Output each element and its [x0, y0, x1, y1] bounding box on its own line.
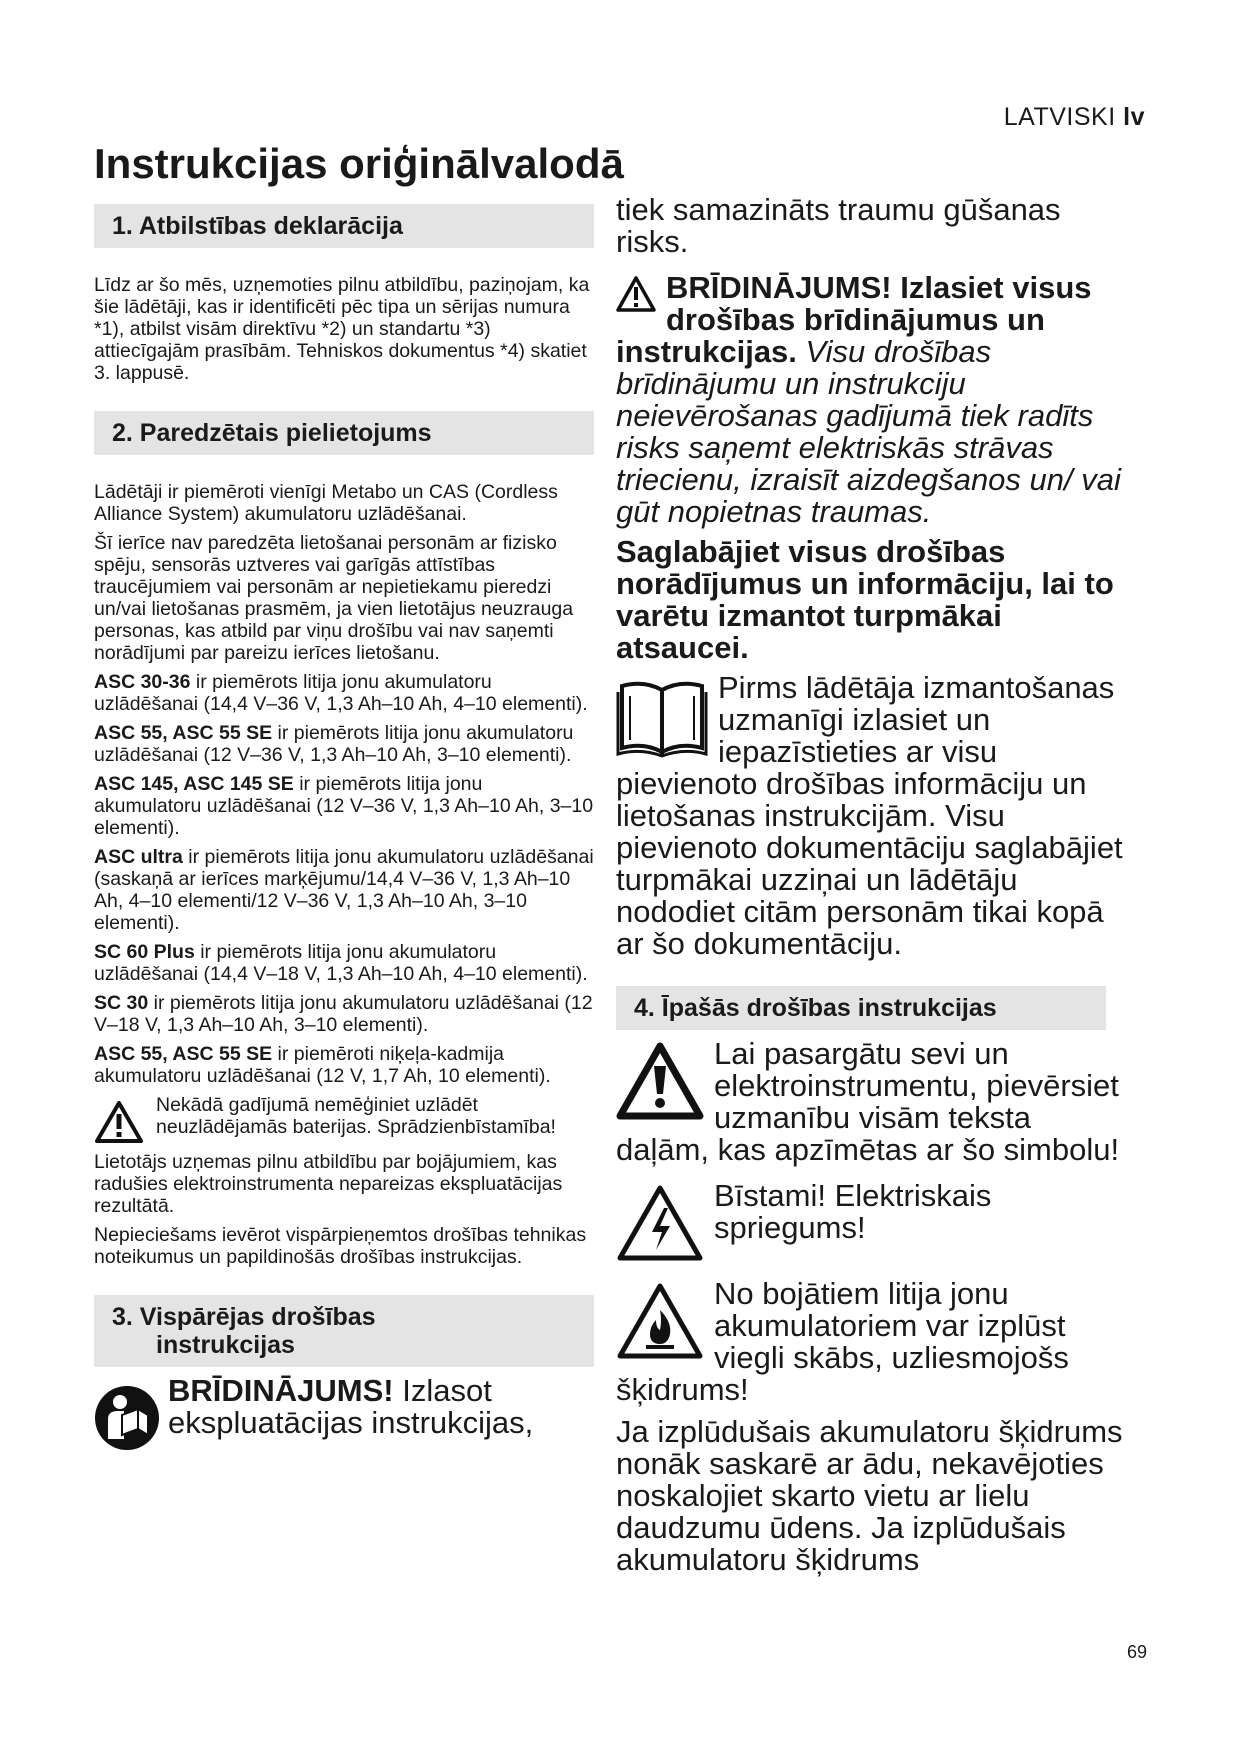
manual-note [616, 672, 1131, 960]
model-spec: ASC 30-36 ir piemērots litija jonu akumulatoru uzlādēšanai (14,4 V–36 V, 1,3 Ah–10 Ah, 4–10 elementi). [94, 671, 588, 715]
read-manual-warning [94, 1373, 594, 1451]
symbol-note [616, 1038, 1131, 1166]
skin-contact-text: Ja izplūdušais akumulatoru šķidrums nonāk saskarē ar ādu, nekavējoties noskalojiet skarto vietu ar lielu daudzumu ūdens. Ja izplūdušais akumulatoru šķidrums [616, 1414, 1123, 1577]
read-manual-text: BRĪDINĀJUMS! Izlasot ekspluatācijas instrukcijas, [168, 1373, 534, 1440]
model-spec: SC 60 Plus ir piemērots litija jonu akumulatoru uzlādēšanai (14,4 V–18 V, 1,3 Ah–10 Ah, 4–10 elementi). [94, 941, 588, 985]
flammable-icon [616, 1282, 704, 1362]
explosion-warning [94, 1094, 594, 1145]
page-number: 69 [1126, 1642, 1147, 1662]
warning-triangle-icon [616, 276, 656, 312]
section-2-heading: 2. Paredzētais pielietojums [94, 411, 594, 455]
language-text: LATVISKI [1003, 103, 1116, 131]
warning-block [616, 272, 1131, 528]
section-4-heading: 4. Īpašās drošības instrukcijas [616, 986, 1106, 1030]
restriction-text: Šī ierīce nav paredzēta lietošanai personām ar fizisko spēju, sensorās uztveres vai garīgās attīstības traucējumiem vai personām ar nepietiekamu pieredzi un/vai lietošanas prasmēm, ja vien lietotājus neuzrauga personas, kas atbild par viņu drošību vai nav saņemti norādījumi par pareizu ierīces lietošanu. [94, 532, 574, 664]
right-column [616, 194, 1131, 1576]
read-manual-icon [94, 1385, 160, 1451]
responsibility-text: Lietotājs uzņemas pilnu atbildību par bojājumiem, kas radušies elektroinstrumenta nepareizas ekspluatācijas rezultātā. [94, 1151, 563, 1217]
section-1-heading: 1. Atbilstības deklarācija [94, 204, 594, 248]
language-label [1004, 103, 1145, 132]
symbol-note-text: Lai pasargātu sevi un elektroinstrumentu, pievērsiet uzmanību visām teksta daļām, kas apzīmētas ar šo simbolu! [616, 1036, 1120, 1167]
save-instructions-text: Saglabājiet visus drošības norādījumus un informāciju, lai to varētu izmantot turpmākai atsaucei. [616, 534, 1114, 665]
page-title: Instrukcijas oriģinālvalodā [94, 140, 624, 187]
voltage-warning [616, 1180, 1131, 1264]
language-code: lv [1123, 103, 1145, 131]
model-spec: ASC 145, ASC 145 SE ir piemērots litija jonu akumulatoru uzlādēšanai (12 V–36 V, 1,3 Ah–10 Ah, 3–10 elementi). [94, 773, 594, 839]
safety-warning-text: BRĪDINĀJUMS! Izlasiet visus drošības brīdinājumus un instrukcijas. Visu drošības brīdinājumu un instrukciju neievērošanas gadījumā tiek radīts risks saņemt elektriskās strāvas triecienu, izraisīt aizdegšanos un/ vai gūt nopietnas traumas. [616, 270, 1121, 529]
high-voltage-icon [616, 1184, 704, 1264]
warning-triangle-icon [616, 1042, 704, 1122]
manual-note-text: Pirms lādētāja izmantošanas uzmanīgi izlasiet un iepazīstieties ar visu pievienoto drošības informāciju un lietošanas instrukcijām. Visu pievienoto dokumentāciju saglabājiet turpmākai uzziņai un lādētāju nododiet citām personām tikai kopā ar šo dokumentāciju. [616, 670, 1123, 961]
voltage-warning-text: Bīstami! Elektriskais spriegums! [714, 1180, 992, 1245]
left-column [94, 204, 594, 1451]
intended-use-text: Lādētāji ir piemēroti vienīgi Metabo un CAS (Cordless Alliance System) akumulatoru uzlādēšanai. [94, 481, 558, 525]
section-3-heading: 3. Vispārējas drošības instrukcijas [94, 1295, 594, 1367]
continued-text: tiek samazināts traumu gūšanas risks. [616, 192, 1061, 259]
model-spec: ASC 55, ASC 55 SE ir piemērots litija jonu akumulatoru uzlādēšanai (12 V–36 V, 1,3 Ah–10 Ah, 3–10 elementi). [94, 722, 574, 766]
rules-text: Nepieciešams ievērot vispārpieņemtos drošības tehnikas noteikumus un papildinošās drošības instrukcijas. [94, 1224, 587, 1268]
book-icon [616, 678, 708, 758]
flammable-warning [616, 1278, 1131, 1406]
flammable-warning-text: No bojātiem litija jonu akumulatoriem var izplūst viegli skābs, uzliesmojošs šķidrums! [616, 1276, 1069, 1407]
model-spec: ASC 55, ASC 55 SE ir piemēroti niķeļa-kadmija akumulatoru uzlādēšanai (12 V, 1,7 Ah, 10 elementi). [94, 1043, 551, 1087]
warning-triangle-icon [94, 1100, 144, 1144]
model-spec: ASC ultra ir piemērots litija jonu akumulatoru uzlādēšanai (saskaņā ar ierīces marķējumu/14,4 V–36 V, 1,3 Ah–10 Ah, 4–10 elementi/12 V–36 V, 1,3 Ah–10 Ah, 3–10 elementi). [94, 846, 594, 934]
model-spec: SC 30 ir piemērots litija jonu akumulatoru uzlādēšanai (12 V–18 V, 1,3 Ah–10 Ah, 3–10 elementi). [94, 992, 593, 1036]
declaration-text: Līdz ar šo mēs, uzņemoties pilnu atbildību, paziņojam, ka šie lādētāji, kas ir identificēti pēc tipa un sērijas numura *1), atbilst visām direktīvu *2) un standartu *3) attiecīgajām prasībām. Tehniskos dokumentus *4) skatiet 3. lappusē. [94, 274, 590, 384]
explosion-warning-text: Nekādā gadījumā nemēģiniet uzlādēt neuzlādējamās baterijas. Sprādzienbīstamība! [156, 1094, 556, 1138]
